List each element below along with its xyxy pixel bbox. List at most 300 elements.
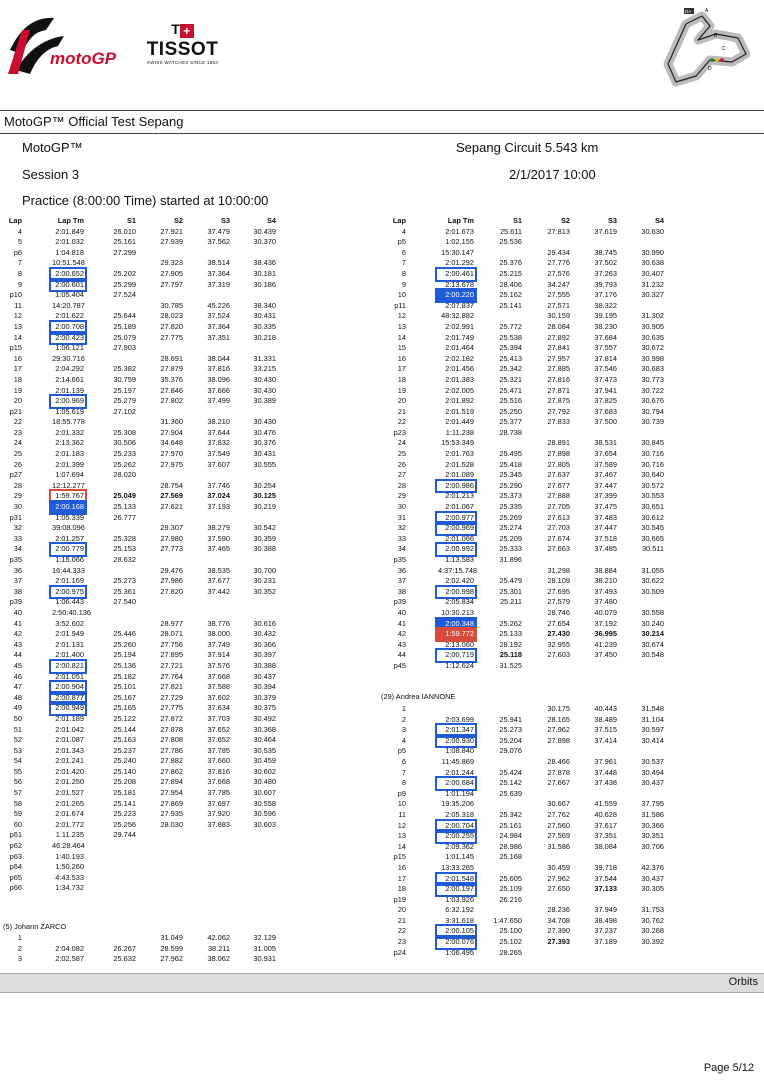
lap-row (380, 937, 680, 948)
lap-row (0, 248, 300, 259)
cell-s3: 37.652 (207, 735, 230, 745)
cell-lap: 8 (401, 778, 406, 788)
cell-s1: 25.273 (499, 725, 522, 735)
cell-s2: 27.892 (547, 332, 570, 342)
cell-lap: 8 (401, 268, 406, 278)
cell-laptime: 15:53.349 (441, 438, 474, 448)
right-header-row (380, 216, 680, 227)
cell-laptime: 2:04.082 (55, 943, 84, 953)
cell-laptime: 2:01.169 (55, 576, 84, 586)
cell-s1: 25.141 (499, 300, 522, 310)
cell-lap: 41 (13, 618, 22, 628)
cell-s2: 28.599 (160, 943, 183, 953)
cell-laptime: 2:00.461 (435, 267, 477, 282)
cell-s2: 27.820 (160, 321, 183, 331)
cell-lap: 33 (397, 533, 406, 543)
cell-s3: 37.634 (207, 703, 230, 713)
cell-laptime: 12:12.277 (52, 480, 85, 490)
cell-s4: 30.762 (641, 915, 664, 925)
cell-s2: 27.954 (160, 788, 183, 798)
cell-laptime: 2:01.343 (55, 745, 84, 755)
cell-lap: 51 (13, 724, 22, 734)
cell-laptime: 4:43.533 (55, 872, 84, 882)
lap-row (0, 661, 300, 672)
cell-s1: 25.479 (499, 576, 522, 586)
cell-lap: 20 (13, 396, 22, 406)
cell-laptime: 1:06.443 (55, 597, 84, 607)
cell-s2: 27.786 (160, 745, 183, 755)
track-label-b: B (714, 33, 718, 39)
cell-s4: 30.231 (253, 576, 276, 586)
lap-row (0, 396, 300, 407)
cell-s2: 28.030 (160, 819, 183, 829)
lap-row (0, 449, 300, 460)
cell-s4: 30.388 (253, 544, 276, 554)
cell-s3: 38.884 (594, 565, 617, 575)
lap-row (380, 661, 680, 672)
cell-s1: 25.639 (499, 788, 522, 798)
cell-s4: 30.998 (641, 353, 664, 363)
cell-lap: 43 (13, 639, 22, 649)
cell-s4: 31.753 (641, 905, 664, 915)
cell-lap: p5 (397, 237, 406, 247)
cell-lap: p10 (9, 290, 22, 300)
cell-s2: 29.476 (160, 565, 183, 575)
lap-row (380, 534, 680, 545)
cell-s3: 38.322 (594, 300, 617, 310)
cell-s2: 27.885 (547, 364, 570, 374)
cell-lap: 30 (13, 502, 22, 512)
cell-lap: 2 (401, 714, 406, 724)
cell-s2: 27.875 (547, 396, 570, 406)
cell-s1: 28.738 (499, 427, 522, 437)
cell-s3: 37.949 (594, 905, 617, 915)
cell-s3: 37.607 (207, 459, 230, 469)
lap-row (380, 407, 680, 418)
cell-lap: p45 (393, 660, 406, 670)
cell-s3: 37.785 (207, 788, 230, 798)
lap-row (380, 576, 680, 587)
cell-laptime: 2:01.139 (55, 385, 84, 395)
track-label-da: DA (685, 9, 692, 14)
lap-row (380, 343, 680, 354)
cell-laptime: 2:01.528 (445, 459, 474, 469)
cell-s3: 37.816 (207, 364, 230, 374)
cell-lap: 32 (397, 523, 406, 533)
cell-s1: 28.265 (499, 947, 522, 957)
cell-s4: 30.476 (253, 427, 276, 437)
cell-lap: p39 (393, 597, 406, 607)
cell-s3: 37.189 (594, 937, 617, 947)
cell-s2: 27.816 (547, 374, 570, 384)
cell-laptime: 3:31.618 (445, 915, 474, 925)
cell-s4: 30.665 (641, 533, 664, 543)
lap-row (0, 258, 300, 269)
cell-s1: 31.525 (499, 660, 522, 670)
cell-s1: 28.192 (499, 639, 522, 649)
cell-s1: 25.471 (499, 385, 522, 395)
cell-laptime: 2:01.383 (445, 374, 474, 384)
cell-laptime: 1:05.404 (55, 290, 84, 300)
cell-lap: 16 (13, 353, 22, 363)
cell-s4: 30.351 (641, 831, 664, 841)
cell-laptime: 2:01.257 (55, 533, 84, 543)
cell-s4: 30.722 (641, 385, 664, 395)
col-s3: S3 (220, 216, 230, 225)
cell-laptime: 2:01.674 (55, 809, 84, 819)
cell-s3: 37.652 (207, 724, 230, 734)
cell-s3: 37.914 (207, 650, 230, 660)
lap-row (380, 597, 680, 608)
cell-s3: 37.483 (594, 512, 617, 522)
cell-s1: 27.903 (113, 343, 136, 353)
lap-row (380, 449, 680, 460)
lap-row (380, 725, 680, 736)
cell-laptime: 2:05.318 (445, 809, 474, 819)
cell-s3: 37.467 (594, 470, 617, 480)
lap-row (380, 821, 680, 832)
cell-s1: 25.772 (499, 321, 522, 331)
cell-laptime: 1:34.732 (55, 883, 84, 893)
col-laptime: Lap Tm (447, 216, 474, 225)
cell-laptime: 15:30.147 (441, 247, 474, 257)
track-label-c: C (722, 46, 726, 52)
cell-laptime: 2:00.779 (49, 542, 87, 557)
cell-s2: 28.084 (547, 321, 570, 331)
cell-s3: 37.961 (594, 756, 617, 766)
cell-lap: 42 (13, 629, 22, 639)
cell-s1: 26.267 (113, 943, 136, 953)
lap-row (380, 322, 680, 333)
cell-laptime: 2:01.183 (55, 449, 84, 459)
cell-lap: 10 (397, 799, 406, 809)
cell-laptime: 2:02.005 (445, 385, 474, 395)
cell-s4: 31.055 (641, 565, 664, 575)
cell-lap: 36 (13, 565, 22, 575)
cell-s3: 37.518 (594, 533, 617, 543)
lap-row (0, 333, 300, 344)
cell-laptime: 2:00.423 (49, 331, 87, 346)
cell-s4: 31.232 (641, 279, 664, 289)
lap-row (380, 715, 680, 726)
lap-row (0, 735, 300, 746)
cell-s1: 29.076 (499, 746, 522, 756)
cell-lap: p31 (9, 512, 22, 522)
cell-lap: 54 (13, 756, 22, 766)
cell-s1: 25.299 (113, 279, 136, 289)
cell-laptime: 2:02.182 (445, 353, 474, 363)
cell-s1: 25.495 (499, 449, 522, 459)
cell-s4: 30.773 (641, 374, 664, 384)
cell-laptime: 1:06.495 (445, 947, 474, 957)
cell-s2: 27.667 (547, 778, 570, 788)
cell-laptime: 2:02.587 (55, 954, 84, 964)
cell-s2: 27.882 (160, 756, 183, 766)
cell-laptime: 13:33.265 (441, 862, 474, 872)
cell-s1: 25.376 (499, 258, 522, 268)
cell-lap: 29 (397, 491, 406, 501)
lap-row (0, 862, 300, 873)
cell-s3: 38.279 (207, 523, 230, 533)
cell-s1: 25.161 (499, 820, 522, 830)
cell-s1: 25.446 (113, 629, 136, 639)
track-label-d: D (708, 66, 712, 72)
cell-s4: 31.104 (641, 714, 664, 724)
cell-s1: 25.394 (499, 343, 522, 353)
cell-s4: 30.706 (641, 841, 664, 851)
cell-lap: 6 (401, 756, 406, 766)
cell-lap: 4 (401, 735, 406, 745)
cell-s2: 27.869 (160, 798, 183, 808)
cell-s2: 27.805 (547, 459, 570, 469)
rider-name-iannone: (29) Andrea IANNONE (381, 692, 456, 701)
cell-s1: 25.141 (113, 798, 136, 808)
cell-s2: 27.797 (160, 279, 183, 289)
cell-lap: p5 (397, 746, 406, 756)
cell-lap: 44 (13, 650, 22, 660)
lap-row (0, 523, 300, 534)
cell-s3: 40.079 (594, 607, 617, 617)
cell-s2: 27.962 (547, 873, 570, 883)
lap-row (0, 301, 300, 312)
lap-row (380, 852, 680, 863)
cell-s2: 27.975 (160, 459, 183, 469)
cell-laptime: 48:32.882 (441, 311, 474, 321)
cell-lap: p23 (393, 427, 406, 437)
cell-s2: 27.878 (160, 724, 183, 734)
cell-s1: 25.418 (499, 459, 522, 469)
lap-row (380, 470, 680, 481)
cell-s4: 30.437 (253, 671, 276, 681)
cell-s2: 27.970 (160, 449, 183, 459)
cell-lap: 47 (13, 682, 22, 692)
cell-s3: 37.825 (594, 396, 617, 406)
cell-s3: 37.644 (207, 427, 230, 437)
cell-lap: 36 (397, 565, 406, 575)
lap-row (380, 354, 680, 365)
cell-s2: 27.895 (160, 650, 183, 660)
cell-s1: 28.632 (113, 555, 136, 564)
cell-laptime: 2:01.347 (435, 723, 477, 738)
cell-lap: 13 (397, 831, 406, 841)
cell-s3: 37.749 (207, 639, 230, 649)
cell-s4: 30.612 (641, 512, 664, 522)
lap-row (380, 905, 680, 916)
cell-s2: 27.560 (547, 820, 570, 830)
cell-s4: 30.494 (641, 767, 664, 777)
cell-lap: 59 (13, 809, 22, 819)
lap-row (0, 438, 300, 449)
cell-s4: 30.327 (641, 290, 664, 300)
lap-row (380, 608, 680, 619)
cell-laptime: 2:01.089 (445, 470, 474, 480)
cell-lap: 14 (397, 841, 406, 851)
cell-laptime: 2:09.362 (445, 841, 474, 851)
cell-laptime: 2:01.400 (55, 650, 84, 660)
cell-s3: 40.628 (594, 809, 617, 819)
cell-laptime: 16:44.333 (52, 565, 85, 575)
lap-row (380, 629, 680, 640)
lap-row (0, 619, 300, 630)
cell-s2: 30.459 (547, 862, 570, 872)
cell-s1: 25.413 (499, 353, 522, 363)
cell-laptime: 2:02.991 (445, 321, 474, 331)
cell-s1: 25.215 (499, 268, 522, 278)
cell-s4: 30.268 (641, 926, 664, 936)
cell-lap: p63 (9, 851, 22, 861)
cell-lap: 12 (13, 311, 22, 321)
cell-laptime: 1:40.193 (55, 851, 84, 861)
cell-s2: 29.307 (160, 523, 183, 533)
cell-lap: 48 (13, 692, 22, 702)
cell-s1: 25.079 (113, 332, 136, 342)
cell-s4: 30.181 (253, 268, 276, 278)
cell-lap: 12 (397, 311, 406, 321)
cell-s2: 27.905 (160, 268, 183, 278)
cell-s3: 37.668 (207, 777, 230, 787)
cell-lap: 18 (397, 374, 406, 384)
cell-s2: 27.871 (547, 385, 570, 395)
cell-lap: 19 (397, 385, 406, 395)
cell-laptime: 1:05.619 (55, 406, 84, 416)
cell-s4: 30.394 (253, 682, 276, 692)
cell-s4: 30.254 (253, 480, 276, 490)
cell-s1: 25.328 (113, 533, 136, 543)
cell-s4: 30.366 (641, 820, 664, 830)
cell-laptime: 2:01.250 (55, 777, 84, 787)
cell-laptime: 11:45.869 (441, 756, 474, 766)
cell-s4: 30.439 (253, 226, 276, 236)
cell-laptime: 2:01.849 (55, 226, 84, 236)
cell-s1: 25.153 (113, 544, 136, 554)
cell-laptime: 4:37:15.748 (438, 565, 478, 575)
cell-s1: 25.122 (113, 713, 136, 723)
cell-s3: 42.062 (207, 933, 230, 942)
cell-s2: 34.648 (160, 438, 183, 448)
cell-laptime: 2:00.821 (49, 659, 87, 674)
cell-laptime: 2:01.622 (55, 311, 84, 321)
cell-s1: 25.167 (113, 692, 136, 702)
cell-lap: p65 (9, 872, 22, 882)
cell-lap: 58 (13, 798, 22, 808)
session-date: 2/1/2017 10:00 (509, 167, 596, 182)
cell-s4: 30.640 (641, 470, 664, 480)
cell-s2: 28.236 (547, 905, 570, 915)
cell-s4: 30.509 (641, 586, 664, 596)
cell-laptime: 2:14.661 (55, 374, 84, 384)
cell-laptime: 1:11.238 (445, 427, 474, 437)
cell-s2: 31.298 (547, 565, 570, 575)
lap-row (380, 895, 680, 906)
cell-s4: 30.388 (253, 660, 276, 670)
cell-laptime: 2:00.992 (435, 542, 477, 557)
cell-lap: p62 (9, 841, 22, 851)
cell-laptime: 2:01.548 (435, 872, 477, 887)
cell-s2: 27.695 (547, 586, 570, 596)
cell-s3: 37.883 (207, 819, 230, 829)
cell-s4: 30.431 (253, 311, 276, 321)
cell-lap: 7 (17, 258, 22, 268)
cell-s2: 27.776 (547, 258, 570, 268)
cell-s2: 31.360 (160, 417, 183, 427)
col-s2: S2 (173, 216, 183, 225)
cell-s1: 25.240 (113, 756, 136, 766)
cell-s3: 39.793 (594, 279, 617, 289)
cell-s2: 30.175 (547, 704, 570, 713)
cell-laptime: 19:35.206 (441, 799, 474, 809)
lap-row (0, 672, 300, 683)
cell-laptime: 18:55.778 (52, 417, 85, 427)
cell-laptime: 1:59.767 (49, 489, 87, 504)
cell-s1: 30.759 (113, 374, 136, 384)
cell-lap: 22 (397, 926, 406, 936)
cell-laptime: 1:04.818 (55, 247, 84, 257)
lap-row (0, 343, 300, 354)
cell-laptime: 2:01.131 (55, 639, 84, 649)
lap-row (380, 768, 680, 779)
cell-s1: 26.010 (113, 226, 136, 236)
cell-lap: 28 (397, 480, 406, 490)
cell-s4: 30.432 (253, 629, 276, 639)
cell-s3: 37.500 (594, 417, 617, 427)
cell-s1: 25.373 (499, 491, 522, 501)
cell-s4: 38.436 (253, 258, 276, 268)
cell-s4: 30.430 (253, 385, 276, 395)
lap-row (0, 227, 300, 238)
cell-s4: 30.370 (253, 237, 276, 247)
cell-s2: 27.898 (547, 449, 570, 459)
cell-s2: 28.165 (547, 714, 570, 724)
cell-s2: 27.894 (160, 777, 183, 787)
cell-lap: 27 (397, 470, 406, 480)
cell-s1: 25.209 (499, 533, 522, 543)
cell-s3: 45.226 (207, 300, 230, 310)
cell-laptime: 6:32.192 (445, 905, 474, 915)
cell-s1: 30.506 (113, 438, 136, 448)
cell-laptime: 2:00.969 (49, 394, 87, 409)
cell-laptime: 2:00.877 (49, 691, 87, 706)
page-number: Page 5/12 (703, 1062, 754, 1074)
cell-s1: 25.133 (499, 629, 522, 639)
cell-s2: 27.846 (160, 385, 183, 395)
lap-row (380, 375, 680, 386)
document-title: MotoGP™ Official Test Sepang (4, 114, 184, 129)
cell-laptime: 2:01.449 (445, 417, 474, 427)
lap-row (0, 873, 300, 884)
cell-s2: 28.691 (160, 353, 183, 363)
lap-row (0, 322, 300, 333)
lap-row (0, 280, 300, 291)
lap-row (0, 777, 300, 788)
cell-s3: 37.473 (594, 374, 617, 384)
cell-s3: 38.210 (207, 417, 230, 427)
lap-row (0, 682, 300, 693)
cell-s3: 37.814 (594, 353, 617, 363)
cell-s3: 38.230 (594, 321, 617, 331)
cell-s2: 27.603 (547, 650, 570, 660)
cell-s4: 30.492 (253, 713, 276, 723)
col-lap: Lap (8, 216, 22, 225)
lap-row (380, 227, 680, 238)
lap-row (380, 704, 680, 715)
cell-laptime: 2:01.032 (55, 237, 84, 247)
cell-s1: 27.524 (113, 290, 136, 300)
cell-s2: 27.939 (160, 237, 183, 247)
cell-s3: 37.697 (207, 798, 230, 808)
cell-s3: 37.364 (207, 321, 230, 331)
cell-laptime: 2:00.977 (435, 511, 477, 526)
cell-s4: 30.572 (641, 480, 664, 490)
